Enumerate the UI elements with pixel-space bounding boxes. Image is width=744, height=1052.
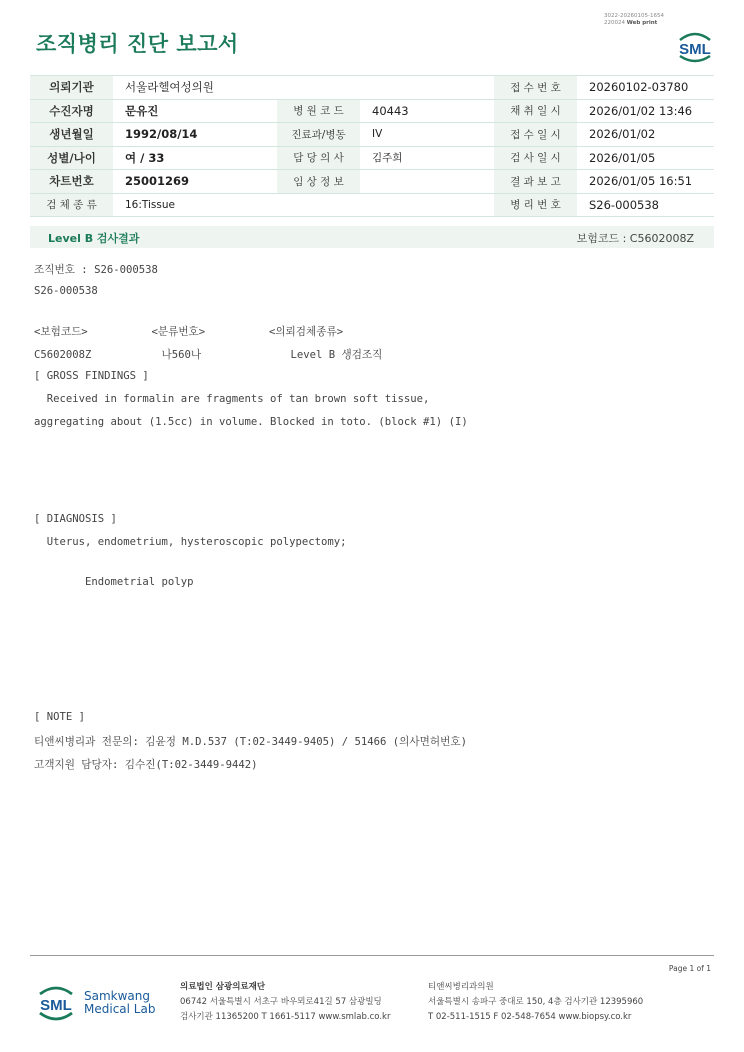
footer-col2-address: 서울특별시 송파구 중대로 150, 4층 검사기관 12395960: [428, 997, 644, 1007]
footer-col-samkwang: [180, 980, 390, 1025]
gross-findings-text: Received in formalin are fragments of tan brown soft tissue,: [34, 393, 430, 405]
diagnosis-result: Endometrial polyp: [34, 576, 194, 588]
value-department: IV: [360, 123, 494, 147]
footer-col2-contact: T 02-511-1515 F 02-548-7654 www.biopsy.co.kr: [428, 1012, 632, 1022]
value-pathology-number: S26-000538: [577, 193, 714, 217]
label-birth-date: 생년월일: [30, 123, 113, 147]
info-row: [30, 170, 714, 194]
label-doctor: 담 당 의 사: [277, 146, 360, 170]
value-patient-name: 문유진: [113, 99, 277, 123]
logo-top-text: SML: [679, 41, 711, 58]
value-doctor: 김주희: [360, 146, 494, 170]
report-title: 조직병리 진단 보고서: [36, 32, 239, 56]
label-department: 진료과/병동: [277, 123, 360, 147]
note-heading: [ NOTE ]: [34, 711, 86, 723]
code-header-line: <보험코드> <분류번호> <의뢰검체종류>: [34, 326, 344, 338]
value-collection-datetime: 2026/01/02 13:46: [577, 99, 714, 123]
info-row: [30, 76, 714, 100]
tissue-number-line: 조직번호 : S26-000538: [34, 264, 158, 276]
label-result-report: 결 과 보 고: [494, 170, 577, 194]
label-pathology-number: 병 리 번 호: [494, 193, 577, 217]
note-pathologist: 티앤씨병리과 전문의: 김윤정 M.D.537 (T:02-3449-9405) / 51466 (의사면허번호): [34, 736, 467, 748]
section-title: Level B 검사결과: [48, 232, 140, 245]
label-specimen-type: 검 체 종 류: [30, 193, 113, 217]
footer-divider: [30, 955, 714, 956]
print-tag: Web print: [626, 20, 658, 26]
sml-logo-icon: [674, 26, 716, 64]
info-row: [30, 146, 714, 170]
gross-findings-heading: [ GROSS FINDINGS ]: [34, 370, 149, 382]
value-receipt-number: 20260102-03780: [577, 76, 714, 100]
label-patient-name: 수진자명: [30, 99, 113, 123]
print-id-line1: 3022-20260105-1654: [604, 13, 664, 19]
logo-name-line2: Medical Lab: [84, 1002, 156, 1016]
label-receipt-date: 접 수 일 시: [494, 123, 577, 147]
patient-info-table: [30, 75, 714, 217]
print-id-line2: 220024: [604, 20, 625, 26]
footer-col2-title: 티앤씨병리과의원: [428, 982, 494, 992]
value-specimen-type: 16:Tissue: [113, 193, 494, 217]
footer-logo-name: [84, 990, 155, 1016]
value-result-report: 2026/01/05 16:51: [577, 170, 714, 194]
value-sex-age: 여 / 33: [113, 146, 277, 170]
logo-name-line1: Samkwang: [84, 989, 150, 1003]
note-support-contact: 고객지원 담당자: 김수진(T:02-3449-9442): [34, 759, 258, 771]
label-chart-number: 차트번호: [30, 170, 113, 194]
value-requesting-institution: 서울라헬여성의원: [113, 76, 494, 100]
code-value-line: C5602008Z 나560나 Level B 생검조직: [34, 349, 383, 361]
insurance-code: 보험코드 : C5602008Z: [576, 232, 694, 245]
label-requesting-institution: 의뢰기관: [30, 76, 113, 100]
value-hospital-code: 40443: [360, 99, 494, 123]
info-row: [30, 123, 714, 147]
sml-footer-logo-icon: [36, 980, 76, 1024]
value-chart-number: 25001269: [113, 170, 277, 194]
diagnosis-heading: [ DIAGNOSIS ]: [34, 513, 117, 525]
result-section-header: [30, 226, 714, 248]
page-number: Page 1 of 1: [668, 964, 711, 973]
print-id: [604, 13, 664, 27]
footer-col1-contact: 검사기관 11365200 T 1661-5117 www.smlab.co.kr: [180, 1012, 391, 1022]
footer-col1-address: 06742 서울특별시 서초구 바우뫼로41길 57 삼광빌딩: [180, 997, 382, 1007]
value-clinical-info: [360, 170, 494, 194]
value-receipt-date: 2026/01/02: [577, 123, 714, 147]
diagnosis-site: Uterus, endometrium, hysteroscopic polypectomy;: [34, 536, 347, 548]
logo-footer-text: SML: [40, 997, 72, 1014]
label-receipt-number: 접 수 번 호: [494, 76, 577, 100]
footer-col1-title: 의료법인 삼광의료재단: [180, 982, 266, 992]
label-hospital-code: 병 원 코 드: [277, 99, 360, 123]
specimen-id-line: S26-000538: [34, 285, 98, 297]
info-row: [30, 99, 714, 123]
label-clinical-info: 임 상 정 보: [277, 170, 360, 194]
value-test-date: 2026/01/05: [577, 146, 714, 170]
footer-col-tnc: [428, 980, 643, 1025]
info-row: [30, 193, 714, 217]
gross-findings-text: aggregating about (1.5cc) in volume. Blocked in toto. (block #1) (I): [34, 416, 468, 428]
label-sex-age: 성별/나이: [30, 146, 113, 170]
label-test-date: 검 사 일 시: [494, 146, 577, 170]
label-collection-datetime: 채 취 일 시: [494, 99, 577, 123]
value-birth-date: 1992/08/14: [113, 123, 277, 147]
